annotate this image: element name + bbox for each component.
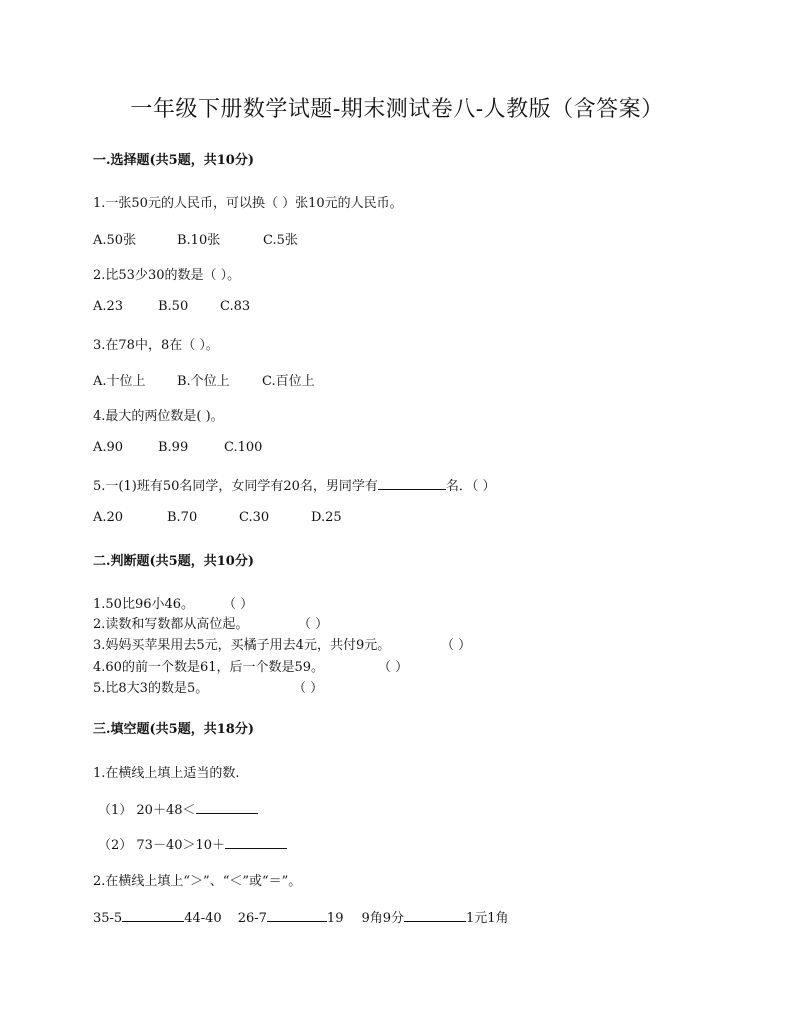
question-5-stem: [93, 475, 496, 494]
question-2-options: [93, 299, 250, 314]
compare-left: 26-7: [237, 911, 267, 926]
expression: （2） 73－40＞10＋: [98, 838, 226, 853]
question-2-stem: 2.比53少30的数是（ ）。: [93, 268, 241, 283]
option: A.十位上: [93, 374, 146, 389]
judgment-2: [93, 613, 328, 632]
question-1-stem: 1.一张50元的人民币，可以换（ ）张10元的人民币。: [93, 196, 403, 211]
compare-left: 9角9分: [361, 911, 405, 926]
option: C.100: [224, 440, 263, 455]
question-5-options: [93, 510, 342, 525]
answer-blank[interactable]: [267, 909, 327, 922]
answer-blank[interactable]: [122, 909, 184, 922]
option: A.90: [93, 440, 124, 455]
option: C.83: [220, 299, 251, 314]
question-3-stem: 3.在78中，8在（ ）。: [93, 338, 219, 353]
question-4-stem: 4.最大的两位数是( )。: [93, 409, 224, 424]
judgment-text: 5.比8大3的数是5。: [93, 681, 209, 696]
expression: （1） 20＋48＜: [98, 803, 196, 818]
option: A.20: [93, 510, 124, 525]
answer-blank[interactable]: [378, 477, 446, 490]
fill-question-1-stem: 1.在横线上填上适当的数.: [93, 766, 240, 781]
compare-right: 19: [326, 911, 344, 926]
option: A.23: [93, 299, 124, 314]
judgment-mark[interactable]: （ ）: [441, 638, 472, 653]
compare-left: 35-5: [93, 911, 123, 926]
judgment-text: 4.60的前一个数是61，后一个数是59。: [93, 660, 325, 675]
fill-question-1-part-1: [98, 799, 258, 818]
judgment-3: [93, 634, 471, 653]
option: B.70: [167, 510, 198, 525]
judgment-text: 2.读数和写数都从高位起。: [93, 617, 249, 632]
judgment-5: [93, 677, 323, 696]
question-1-options: [93, 229, 298, 248]
judgment-mark[interactable]: （ ）: [378, 660, 409, 675]
judgment-mark[interactable]: （ ）: [298, 617, 329, 632]
answer-blank[interactable]: [404, 909, 466, 922]
compare-right: 1元1角: [466, 911, 509, 926]
judgment-mark[interactable]: （ ）: [293, 681, 324, 696]
judgment-4: [93, 656, 408, 675]
option: C.30: [239, 510, 270, 525]
question-4-options: [93, 440, 262, 455]
section-heading-choice: 一.选择题(共5题，共10分): [93, 153, 254, 168]
option: C.百位上: [262, 374, 315, 389]
option: D.25: [311, 510, 342, 525]
fill-question-2-items: [93, 907, 509, 926]
compare-right: 44-40: [184, 911, 222, 926]
option: B.99: [158, 440, 189, 455]
judgment-mark[interactable]: （ ）: [223, 597, 254, 612]
option: A.50张: [93, 233, 137, 248]
option: B.个位上: [177, 374, 230, 389]
fill-question-1-part-2: [98, 834, 287, 853]
judgment-1: [93, 593, 253, 612]
question-3-options: [93, 370, 315, 389]
page-title: 一年级下册数学试题-期末测试卷八-人教版（含答案）: [130, 97, 664, 122]
question-5-stem-end: 名．（ ）: [445, 479, 496, 494]
option: B.50: [158, 299, 189, 314]
section-heading-judgment: 二.判断题(共5题，共10分): [93, 554, 254, 569]
section-heading-fill: 三.填空题(共5题，共18分): [93, 722, 254, 737]
answer-blank[interactable]: [196, 801, 258, 814]
fill-question-2-stem: 2.在横线上填上“＞”、“＜”或“＝”。: [93, 874, 302, 889]
option: C.5张: [263, 233, 298, 248]
option: B.10张: [177, 233, 221, 248]
judgment-text: 1.50比96小46。: [93, 597, 195, 612]
answer-blank[interactable]: [225, 836, 287, 849]
question-5-stem-start: 5.一(1)班有50名同学，女同学有20名，男同学有: [93, 479, 378, 494]
judgment-text: 3.妈妈买苹果用去5元，买橘子用去4元，共付9元。: [93, 638, 391, 653]
